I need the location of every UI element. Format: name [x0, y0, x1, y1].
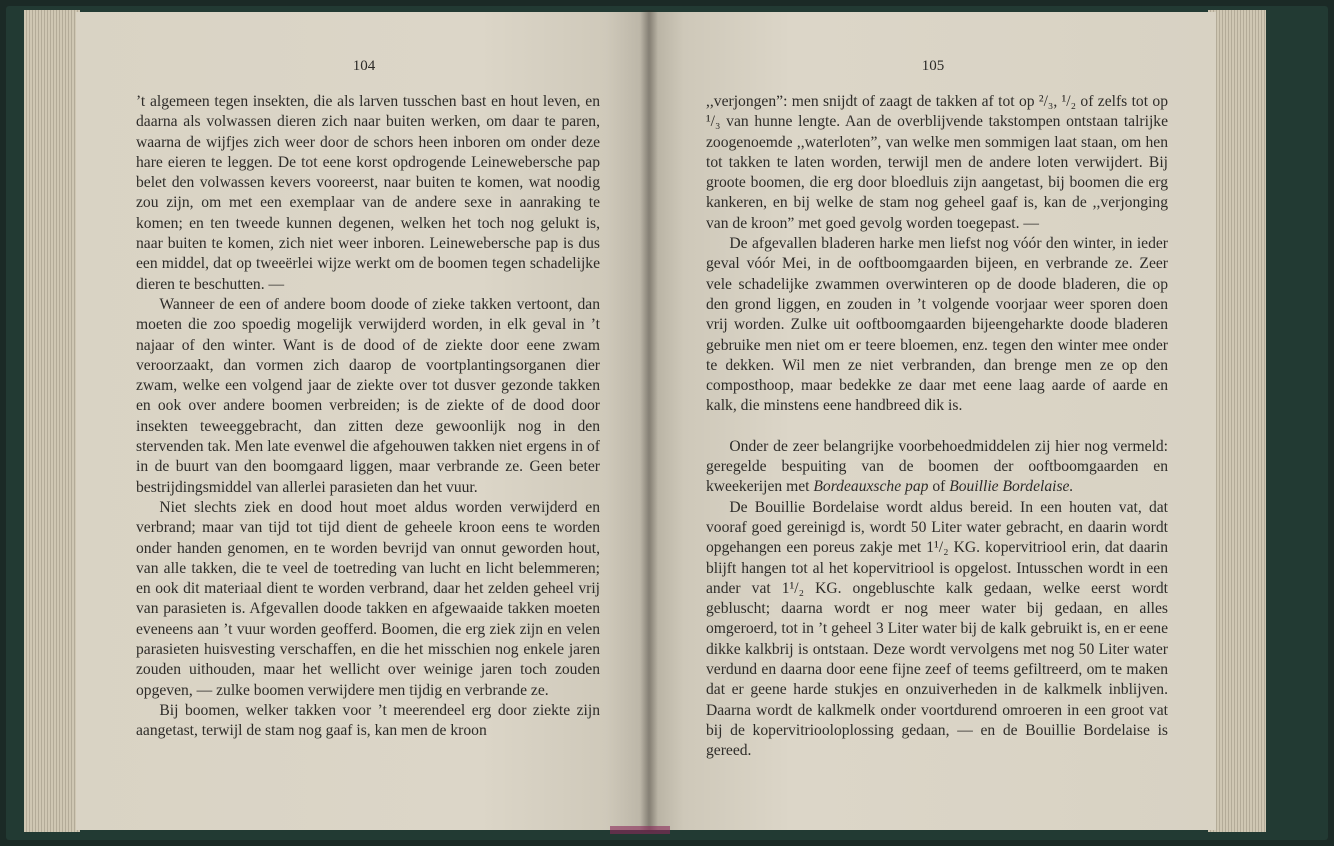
left-page: [76, 12, 652, 830]
paragraph: De afgevallen bladeren harke men liefst nog vóór den winter, in ieder geval vóór Mei, in de ooftboomgaarden bijeen, en verbrande ze. Zeer vele schadelijke zwammen overwinteren op de doode bladeren, die op den grond liggen, en zouden in ’t volgende voorjaar weer sporen doen vrij worden. Zulke uit ooftboomgaarden bijeengeharkte doode bladeren gebruike men niet om er teere bloemen, enz. tegen den winter mee onder te dekken. Wil men ze niet verbranden, dan brenge men ze op den composthoop, maar bedekke ze daar met eene laag aarde of aarde en kalk, die minstens eene handbreed dik is.: [706, 235, 1168, 415]
paragraph: ,,verjongen”: men snijdt of zaagt de takken af tot op ²/₃, ¹/₂ of zelfs tot op ¹/₃ van hunne lengte. Aan de overblijvende takstompen ontstaan talrijke zoogenoemde ,,waterloten”, van welke men sommigen laat staan, om hen tot takken te laten worden, terwijl men de andere loten verwijdert. Bij groote boomen, die erg door bloedluis zijn aangetast, bij boomen die erg kankeren, en bij welke de stam nog geheel gaaf is, kan de ,,verjonging van de kroon” met goed gevolg worden toegepast. —: [706, 93, 1168, 232]
paragraph: Niet slechts ziek en dood hout moet aldus worden verwijderd en verbrand; maar van tijd tot tijd dient de geheele kroon eens te worden onder handen genomen, en te worden bevrijd van onnut geworden hout, van alle takken, die te veel de toetreding van lucht en licht belemmeren; en ook dit materiaal dient te worden verbrand, daar het zelden geheel vrij van parasieten is. Afgevallen doode takken en afgewaaide takken moeten eveneens aan ’t vuur worden geofferd. Boomen, die erg ziek zijn en velen parasieten huisvesting verschaffen, en die het misschien nog enkele jaren zouden uithouden, maar het wellicht over weinige jaren toch zouden opgeven, — zulke boomen verwijdere men tijdig en verbrande ze.: [136, 498, 600, 699]
page-number: 105: [921, 58, 945, 74]
right-page-text: [706, 92, 1168, 762]
paragraph: De Bouillie Bordelaise wordt aldus bereid. In een houten vat, dat vooraf goed gereinigd is, wordt 50 Liter water gebracht, en daarin wordt opgehangen een poreus zakje met 1¹/₂ KG. kopervitriool erin, dat daarin blijft hangen tot al het kopervitriool is opgelost. Intusschen wordt in een ander vat 1¹/₂ KG. ongebluschte kalk gedaan, welke eerst wordt gebluscht; daarna wordt er nog meer water bij gedaan, en alles omgeroerd, tot in ’t geheel 3 Liter water bij de kalk gebruikt is, en er eene dikke kalkbrij is ontstaan. Deze wordt vervolgens met nog 50 Liter water verdund en daarna door eene fijne zeef of teems gefiltreerd, om te maken dat er geene harde stukjes en onzuiverheden in de kalkmelk inblijven. Daarna wordt de kalkmelk onder voortdurend omroeren in een groot vat bij de kopervitriooloplossing gedaan, — en de Bouillie Bordelaise is gereed.: [706, 498, 1168, 760]
paragraph: ’t algemeen tegen insekten, die als larven tusschen bast en hout leven, en daarna als volwassen dieren zich naar buiten werken, om daar te paren, waarna de wijfjes zich weer door de schors heen inboren om onder deze hare eieren te leggen. De tot eene korst opdrogende Leinewebersche pap belet den volwassen kevers vooreerst, naar buiten te komen, wat noodig zou zijn, om met een exemplaar van de andere sexe in aanraking te komen; en ten tweede kunnen degenen, welken het toch nog gelukt is, naar buiten te komen, zich niet weer inboren. Leinewebersche pap is dus een middel, dat op tweeërlei wijze werkt om de boomen tegen schadelijke dieren te beschutten. —: [136, 93, 600, 293]
right-page: [650, 12, 1216, 830]
paragraph: Bij boomen, welker takken voor ’t meerendeel erg door ziekte zijn aangetast, terwijl de stam nog gaaf is, kan men de kroon: [136, 701, 600, 740]
right-page-edges: [1208, 10, 1266, 832]
paragraph-gap: [706, 417, 1168, 437]
italic-term: Bordeauxsche pap: [813, 478, 929, 496]
bookmark-ribbon: [610, 826, 670, 834]
page-number: 104: [352, 58, 376, 74]
book-gutter: [640, 10, 658, 832]
text-run: of: [928, 478, 950, 496]
italic-term: Bouillie Bordelaise.: [949, 478, 1074, 496]
left-page-edges: [24, 10, 80, 832]
text-run: Onder de zeer belangrijke voorbehoedmiddelen zij hier nog vermeld: geregelde bespuiting van de boomen der ooftboomgaarden en kweekerijen met: [706, 437, 1168, 496]
left-page-text: [136, 92, 600, 742]
paragraph: [706, 437, 1168, 498]
paragraph: Wanneer de een of andere boom doode of zieke takken vertoont, dan moeten die zoo spoedig mogelijk verwijderd worden, in elk geval in ’t najaar of den winter. Want is de dood of de ziekte door eene zwam veroorzaakt, dan vormen zich daarop de voortplantingsorganen dier zwam, welke een volgend jaar de ziekte over tot dusver gezonde takken en ook over andere boomen verbreiden; is de ziekte of de dood door insekten teweeggebracht, dan zitten deze gewoonlijk nog in den stervenden tak. Men late evenwel die afgehouwen takken niet ergens in of in de buurt van den boomgaard liggen, maar verbrande ze. Geen beter bestrijdingsmiddel van allerlei parasieten dan het vuur.: [136, 295, 600, 496]
